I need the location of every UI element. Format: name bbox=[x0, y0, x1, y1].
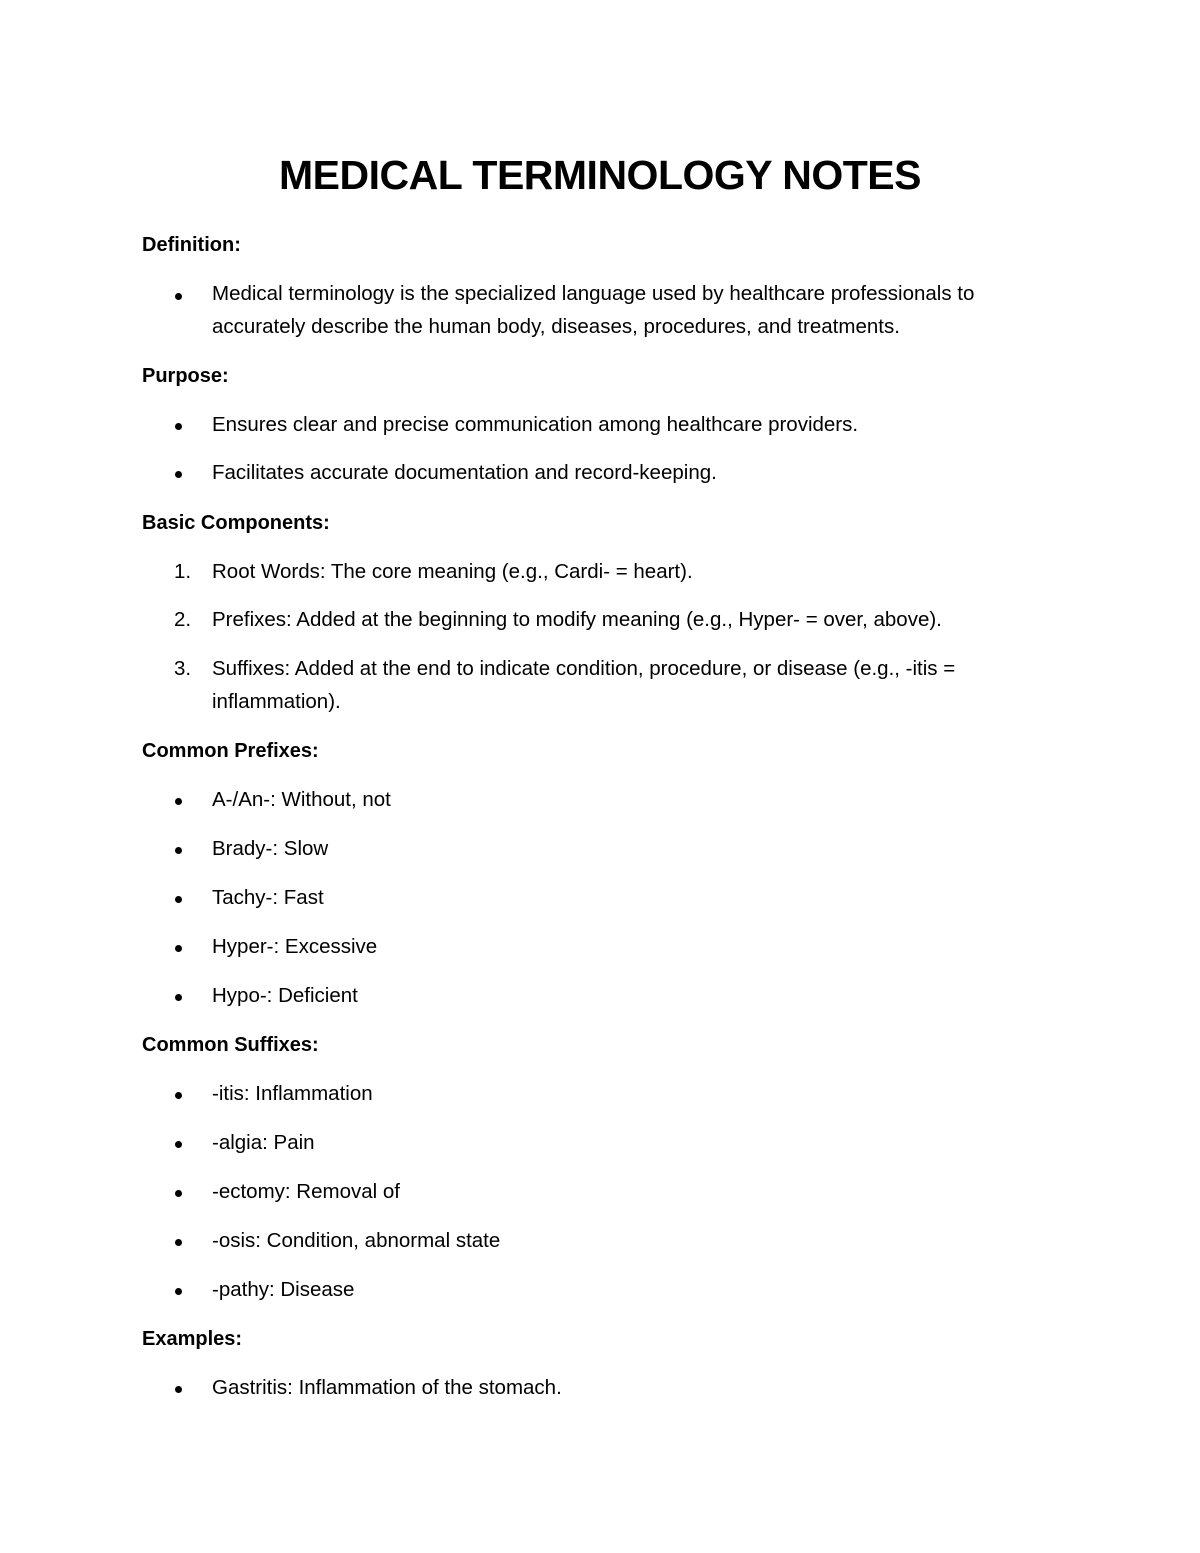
numbered-list-item: Suffixes: Added at the end to indicate condition, procedure, or disease (e.g., -itis = inflammation). bbox=[212, 657, 956, 713]
list-item: Hyper-: Excessive bbox=[212, 935, 378, 958]
list-item: -algia: Pain bbox=[212, 1131, 315, 1154]
list-number: 3. bbox=[174, 657, 192, 680]
list-item: Medical terminology is the specialized language used by healthcare professionals to accurately describe the human body, diseases, procedures, and treatments. bbox=[212, 282, 975, 338]
bullet-icon bbox=[175, 293, 182, 300]
list-item: Tachy-: Fast bbox=[212, 886, 324, 909]
section-heading-examples: Examples: bbox=[142, 1328, 243, 1350]
bullet-icon bbox=[175, 945, 182, 952]
list-item: -pathy: Disease bbox=[212, 1278, 355, 1301]
bullet-icon bbox=[175, 1092, 182, 1099]
numbered-list-item: Root Words: The core meaning (e.g., Cardi- = heart). bbox=[212, 560, 693, 583]
document-title: MEDICAL TERMINOLOGY NOTES bbox=[278, 152, 922, 198]
list-item: Brady-: Slow bbox=[212, 837, 329, 860]
bullet-icon bbox=[175, 1386, 182, 1393]
list-item: -ectomy: Removal of bbox=[212, 1180, 400, 1203]
section-heading-purpose: Purpose: bbox=[142, 365, 229, 387]
bullet-icon bbox=[175, 994, 182, 1001]
list-number: 1. bbox=[174, 560, 192, 583]
bullet-icon bbox=[175, 798, 182, 805]
bullet-icon bbox=[175, 896, 182, 903]
bullet-icon bbox=[175, 847, 182, 854]
bullet-icon bbox=[175, 1239, 182, 1246]
bullet-icon bbox=[175, 1190, 182, 1197]
section-heading-common-prefixes: Common Prefixes: bbox=[142, 740, 319, 762]
bullet-icon bbox=[175, 471, 182, 478]
list-item: Gastritis: Inflammation of the stomach. bbox=[212, 1376, 562, 1399]
list-item: -osis: Condition, abnormal state bbox=[212, 1229, 501, 1252]
list-item: Hypo-: Deficient bbox=[212, 984, 358, 1007]
section-heading-common-suffixes: Common Suffixes: bbox=[142, 1034, 319, 1056]
section-heading-basic-components: Basic Components: bbox=[142, 512, 330, 534]
bullet-icon bbox=[175, 423, 182, 430]
bullet-icon bbox=[175, 1288, 182, 1295]
list-number: 2. bbox=[174, 608, 192, 631]
list-item: A-/An-: Without, not bbox=[212, 788, 391, 811]
numbered-list-item: Prefixes: Added at the beginning to modify meaning (e.g., Hyper- = over, above). bbox=[212, 608, 942, 631]
list-item: Facilitates accurate documentation and record-keeping. bbox=[212, 461, 717, 484]
list-item: Ensures clear and precise communication among healthcare providers. bbox=[212, 413, 859, 436]
section-heading-definition: Definition: bbox=[142, 234, 241, 256]
list-item: -itis: Inflammation bbox=[212, 1082, 373, 1105]
bullet-icon bbox=[175, 1141, 182, 1148]
